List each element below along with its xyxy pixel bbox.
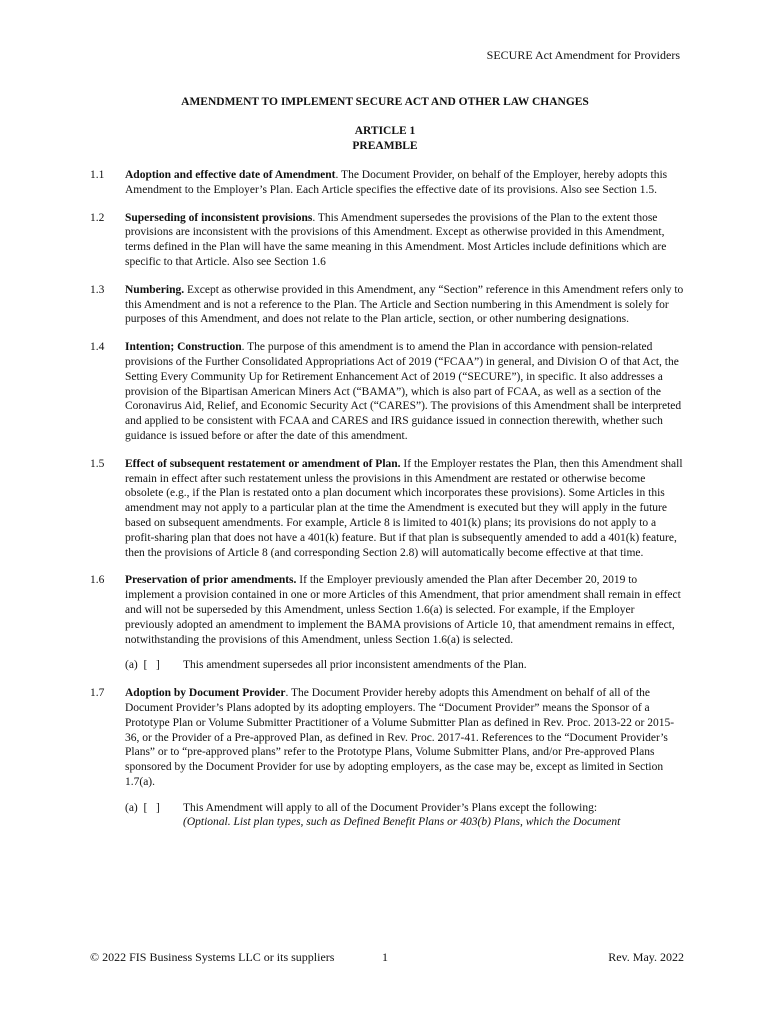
section-1-5	[90, 457, 684, 561]
section-body	[125, 211, 684, 270]
section-body	[125, 457, 684, 561]
section-1-4	[90, 340, 684, 444]
section-heading: Numbering.	[125, 283, 185, 296]
section-text: . The Document Provider hereby adopts this Amendment on behalf of all of the Document Provider’s Plans adopted by its adopting employers. The “Document Provider” means the Sponsor of a Prototype Plan or Volume Submitter Practitioner of a Volume Submitter Plan as defined in Rev. Proc. 2013-22 or 2015-36, or the Provider of a Pre-approved Plan, as defined in Rev. Proc. 2017-41. References to the “Document Provider’s Plans” or to “pre-approved plans” refer to the Prototype Plans, Volume Submitter Plans, and/or Pre-approved Plans sponsored by the Document Provider for use by adopting employers, as the case may be, except as limited in Section 1.7(a).	[125, 687, 675, 788]
article-number: ARTICLE 1	[354, 125, 416, 137]
section-body	[125, 573, 684, 673]
section-heading: Adoption and effective date of Amendment	[125, 169, 336, 181]
section-heading: Superseding of inconsistent provisions	[125, 211, 313, 224]
section-number: 1.6	[90, 574, 105, 587]
option-1-7-a	[125, 801, 684, 831]
section-heading: Preservation of prior amendments.	[125, 574, 297, 587]
section-number: 1.1	[90, 169, 105, 181]
revision-date: Rev. May. 2022	[608, 950, 684, 964]
page-number: 1	[382, 950, 388, 964]
section-heading: Effect of subsequent restatement or amendment of Plan.	[125, 457, 401, 470]
section-body	[125, 340, 684, 444]
option-text-block	[183, 801, 684, 831]
article-heading	[0, 124, 770, 154]
section-heading: Adoption by Document Provider	[125, 687, 286, 700]
option-note: (Optional. List plan types, such as Defined Benefit Plans or 403(b) Plans, which the Document	[183, 816, 621, 829]
section-number: 1.4	[90, 341, 105, 354]
section-number: 1.3	[90, 283, 105, 296]
section-1-7	[90, 686, 684, 830]
section-1-3	[90, 283, 684, 327]
section-number: 1.5	[90, 457, 105, 470]
section-number: 1.2	[90, 211, 105, 224]
document-title: AMENDMENT TO IMPLEMENT SECURE ACT AND OTHER LAW CHANGES	[181, 96, 589, 108]
section-body	[125, 686, 684, 830]
option-checkbox[interactable]: (a) [ ]	[125, 801, 160, 814]
section-1-1	[90, 168, 684, 198]
section-1-2	[90, 211, 684, 270]
running-header: SECURE Act Amendment for Providers	[486, 48, 680, 62]
section-text: . This Amendment supersedes the provisions of the Plan to the extent those provisions are inconsistent with the provisions of this Amendment. Except as otherwise provided in this Amendment, terms defined in the Plan will have the same meaning in this Amendment. Most Articles include definitions which are specific to that Article. Also see Section 1.6	[125, 211, 667, 268]
copyright-text: © 2022 FIS Business Systems LLC or its suppliers	[90, 950, 335, 964]
section-number: 1.7	[90, 687, 105, 700]
section-text: If the Employer previously amended the Plan after December 20, 2019 to implement a provision contained in one or more Articles of this Amendment, that prior amendment shall remain in effect and will not be superseded by this Amendment, unless Section 1.6(a) is selected. For example, if the Employer previously adopted an amendment to implement the BAMA provisions of Article 10, that amendment remains in effect, notwithstanding the provisions of this Amendment, unless Section 1.6(a) is selected.	[125, 574, 681, 646]
article-title: PREAMBLE	[352, 140, 418, 152]
section-body	[125, 168, 684, 198]
option-checkbox[interactable]: (a) [ ]	[125, 659, 160, 672]
section-text: . The Document Provider, on behalf of the Employer, hereby adopts this Amendment to the Employer’s Plan. Each Article specifies the effective date of its provisions. Also see Section 1.5.	[125, 169, 668, 196]
section-text: Except as otherwise provided in this Amendment, any “Section” reference in this Amendment refers only to this Amendment and is not a reference to the Plan. The Article and Section numbering in this Amendment is solely for purposes of this Amendment, and does not relate to the Plan article, section, or other numbering designations.	[125, 283, 684, 326]
section-1-6	[90, 573, 684, 673]
option-1-6-a	[125, 658, 684, 673]
section-text: . The purpose of this amendment is to amend the Plan in accordance with pension-related provisions of the Further Consolidated Appropriations Act of 2019 (“FCAA”) in general, and Division O of that Act, the Setting Every Community Up for Retirement Enhancement Act of 2019 (“SECURE”), in specific. It also addresses a provision of the Bipartisan American Miners Act (“BAMA”), which is also part of FCAA, as well as a section of the Coronavirus Aid, Relief, and Economic Security Act (“CARES”). The provisions of this Amendment shall be interpreted and applied to be consistent with FCAA and CARES and IRS guidance issued in connection therewith, whether such guidance is issued before or after the date of this amendment.	[125, 341, 682, 442]
section-heading: Intention; Construction	[125, 341, 242, 354]
section-body	[125, 283, 684, 327]
option-text: This amendment supersedes all prior inconsistent amendments of the Plan.	[183, 659, 527, 672]
section-text: If the Employer restates the Plan, then this Amendment shall remain in effect after such restatement unless the provisions in this Amendment are restated or otherwise become obsolete (e.g., if the Plan is restated onto a plan document which incorporates these provisions). Some Articles in this amendment may not apply to a particular plan at the time the Amendment is executed but they will apply in the future based on subsequent amendments. For example, Article 8 is limited to 401(k) plans; its provisions do not apply to a profit-sharing plan that does not have a 401(k) feature. But if that plan is subsequently amended to add a 401(k) feature, then the provisions of Article 8 (and corresponding Section 2.8) will automatically become effective at that time.	[125, 457, 683, 559]
sections-list	[90, 168, 684, 843]
option-text: This Amendment will apply to all of the Document Provider’s Plans except the following:	[183, 801, 598, 814]
